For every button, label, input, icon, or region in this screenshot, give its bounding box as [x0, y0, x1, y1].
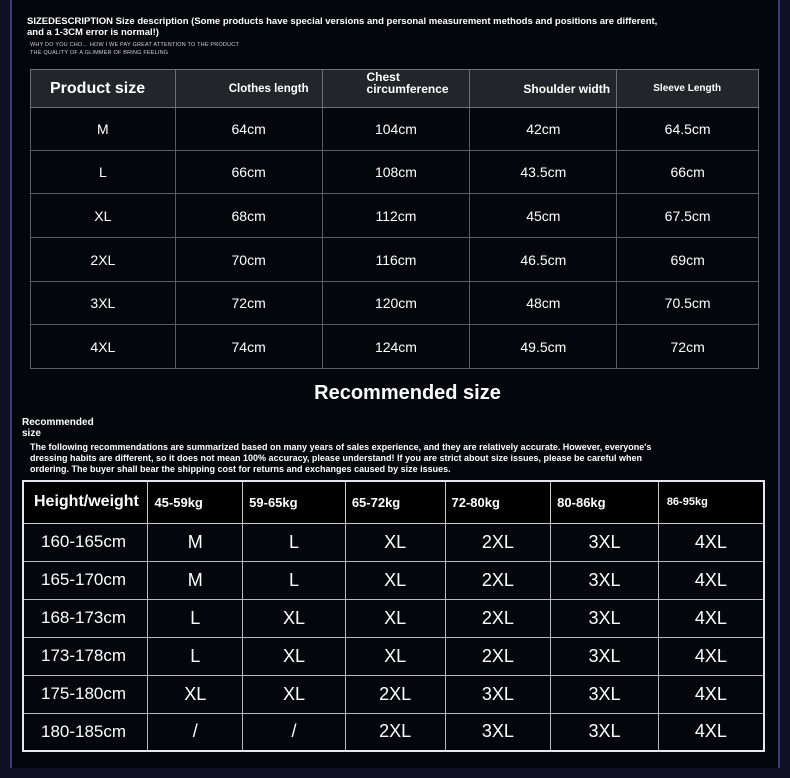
size-chart-header-row	[31, 70, 759, 108]
recommended-size-cell: 4XL	[658, 637, 764, 675]
rec-row	[23, 713, 764, 751]
size-label-cell: M	[31, 108, 176, 151]
col-header-height-weight: Height/weight	[23, 481, 148, 523]
tagline	[30, 41, 239, 57]
measurement-cell: 70.5cm	[617, 282, 759, 325]
rec-row	[23, 523, 764, 561]
recommended-size-cell: 3XL	[551, 523, 659, 561]
measurement-cell: 74cm	[175, 325, 322, 369]
measurement-cell: 72cm	[617, 325, 759, 369]
recommended-size-cell: 3XL	[445, 713, 551, 751]
size-chart-table	[30, 69, 759, 369]
recommended-size-cell: 2XL	[445, 599, 551, 637]
size-label-cell: XL	[31, 194, 176, 238]
recommended-size-cell: 3XL	[551, 561, 659, 599]
measurement-cell: 45cm	[470, 194, 617, 238]
measurement-cell: 64cm	[175, 108, 322, 151]
recommended-size-cell: 3XL	[551, 637, 659, 675]
height-range-cell: 173-178cm	[23, 637, 148, 675]
rec-row	[23, 675, 764, 713]
measurement-cell: 46.5cm	[470, 238, 617, 282]
height-range-cell: 160-165cm	[23, 523, 148, 561]
recommended-size-cell: L	[243, 523, 346, 561]
recommendation-notice: The following recommendations are summarized based on many years of sales experience, and they are relatively accurate. However, everyone's dressing habits are different, so it does not mean 100% accuracy, please understand! If you are strict about size issues, please be careful when ordering. The buyer shall bear the shipping cost for returns and exchanges caused by size issues.	[30, 442, 652, 474]
tagline-line-2: THE QUALITY OF A GLIMMER OF BRING FEELING	[30, 50, 169, 56]
size-chart-row	[31, 282, 759, 325]
measurement-cell: 67.5cm	[617, 194, 759, 238]
recommended-size-cell: XL	[243, 599, 346, 637]
measurement-cell: 43.5cm	[470, 151, 617, 194]
measurement-cell: 66cm	[175, 151, 322, 194]
size-chart-row	[31, 108, 759, 151]
recommended-size-cell: L	[148, 599, 243, 637]
col-header-sleeve-length: Sleeve Length	[617, 70, 759, 108]
measurement-cell: 104cm	[322, 108, 470, 151]
size-description: SIZEDESCRIPTION Size description (Some products have special versions and personal measurement methods and positions are different, and a 1-3CM error is normal!)	[27, 16, 658, 38]
measurement-cell: 49.5cm	[470, 325, 617, 369]
height-range-cell: 180-185cm	[23, 713, 148, 751]
recommended-size-cell: XL	[243, 637, 346, 675]
measurement-cell: 69cm	[617, 238, 759, 282]
recommended-size-cell: 4XL	[658, 561, 764, 599]
recommended-size-cell: XL	[345, 637, 445, 675]
col-header-weight-65-72: 65-72kg	[345, 481, 445, 523]
tagline-line-1: WHY DO YOU CHO… HOW I WE PAY GREAT ATTENTION TO THE PRODUCT	[30, 42, 240, 48]
col-header-shoulder-width: Shoulder width	[470, 70, 617, 108]
recommended-size-cell: 2XL	[345, 675, 445, 713]
measurement-cell: 116cm	[322, 238, 470, 282]
size-chart-row	[31, 194, 759, 238]
col-header-weight-80-86: 80-86kg	[551, 481, 659, 523]
measurement-cell: 108cm	[322, 151, 470, 194]
col-header-product-size: Product size	[31, 70, 176, 108]
recommended-size-title: Recommended size	[314, 382, 501, 404]
measurement-cell: 72cm	[175, 282, 322, 325]
size-label-cell: 4XL	[31, 325, 176, 369]
recommended-size-cell: 4XL	[658, 523, 764, 561]
recommended-size-cell: 3XL	[551, 713, 659, 751]
recommended-size-cell: 3XL	[551, 599, 659, 637]
size-chart-row	[31, 151, 759, 194]
measurement-cell: 68cm	[175, 194, 322, 238]
recommended-size-cell: XL	[345, 561, 445, 599]
recommended-size-cell: L	[243, 561, 346, 599]
col-header-weight-45-59: 45-59kg	[148, 481, 243, 523]
recommended-size-cell: 2XL	[445, 637, 551, 675]
rec-row	[23, 599, 764, 637]
recommended-size-cell: XL	[345, 523, 445, 561]
col-header-weight-59-65: 59-65kg	[243, 481, 346, 523]
measurement-cell: 120cm	[322, 282, 470, 325]
measurement-cell: 70cm	[175, 238, 322, 282]
recommended-size-cell: XL	[243, 675, 346, 713]
recommended-size-cell: XL	[148, 675, 243, 713]
measurement-cell: 66cm	[617, 151, 759, 194]
recommended-size-cell: /	[148, 713, 243, 751]
recommended-size-cell: 4XL	[658, 713, 764, 751]
size-label-cell: 2XL	[31, 238, 176, 282]
height-range-cell: 175-180cm	[23, 675, 148, 713]
measurement-cell: 64.5cm	[617, 108, 759, 151]
measurement-cell: 112cm	[322, 194, 470, 238]
recommended-size-cell: XL	[345, 599, 445, 637]
height-range-cell: 165-170cm	[23, 561, 148, 599]
measurement-cell: 48cm	[470, 282, 617, 325]
recommended-size-label: Recommended size	[22, 417, 94, 439]
recommended-size-cell: 3XL	[551, 675, 659, 713]
rec-row	[23, 561, 764, 599]
size-label-cell: L	[31, 151, 176, 194]
recommended-size-cell: 4XL	[658, 599, 764, 637]
size-label-cell: 3XL	[31, 282, 176, 325]
col-header-chest-circumference: Chest circumference	[322, 70, 470, 108]
size-chart-row	[31, 238, 759, 282]
recommended-size-cell: /	[243, 713, 346, 751]
size-chart-row	[31, 325, 759, 369]
recommended-size-cell: 3XL	[445, 675, 551, 713]
recommended-size-cell: L	[148, 637, 243, 675]
recommended-size-cell: 2XL	[345, 713, 445, 751]
height-range-cell: 168-173cm	[23, 599, 148, 637]
recommended-size-cell: M	[148, 561, 243, 599]
rec-header-row	[23, 481, 764, 523]
recommended-size-cell: 4XL	[658, 675, 764, 713]
measurement-cell: 42cm	[470, 108, 617, 151]
col-header-clothes-length: Clothes length	[175, 70, 322, 108]
measurement-cell: 124cm	[322, 325, 470, 369]
recommended-size-cell: M	[148, 523, 243, 561]
recommended-size-cell: 2XL	[445, 561, 551, 599]
rec-row	[23, 637, 764, 675]
recommended-size-table	[22, 480, 765, 752]
recommended-size-cell: 2XL	[445, 523, 551, 561]
col-header-weight-86-95: 86-95kg	[658, 481, 764, 523]
col-header-weight-72-80: 72-80kg	[445, 481, 551, 523]
